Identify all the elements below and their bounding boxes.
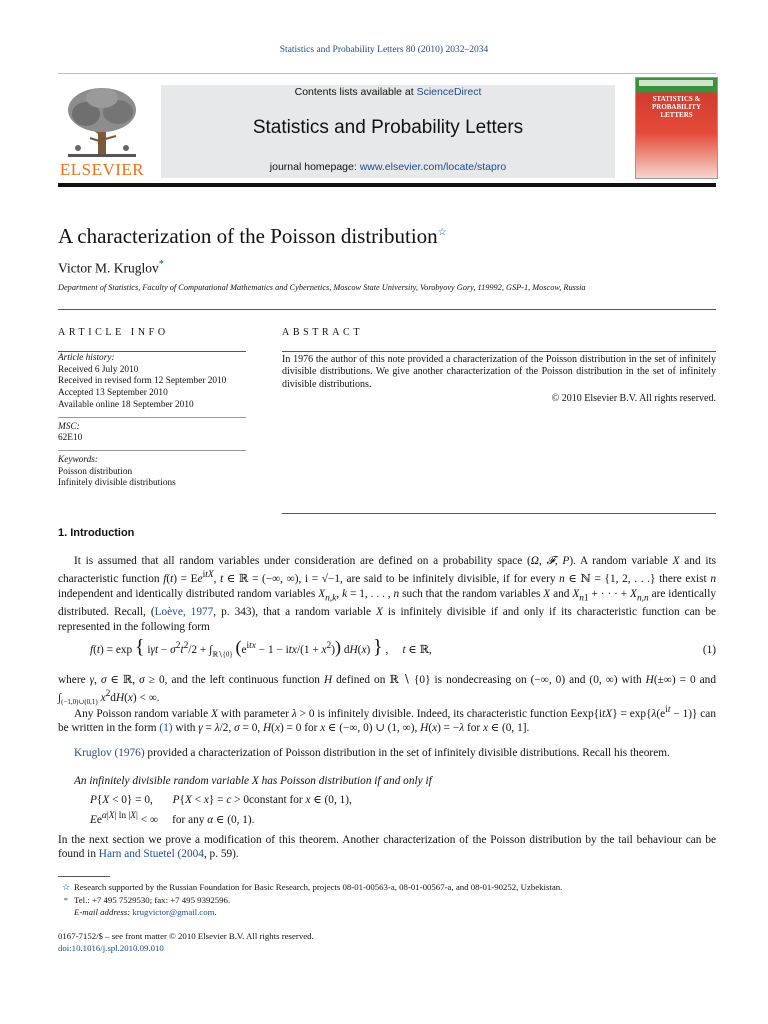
email-label: E-mail address: bbox=[74, 907, 131, 917]
abstract-bottom-rule bbox=[282, 513, 716, 514]
journal-citation[interactable]: Statistics and Probability Letters 80 (2010) 2032–2034 bbox=[279, 45, 489, 55]
keywords-label: Keywords: bbox=[58, 454, 98, 465]
author-line bbox=[58, 259, 164, 277]
citation-harn-year: (2004 bbox=[177, 848, 204, 861]
paragraph-kruglov-1976: Kruglov (1976) provided a characterization of Poisson distribution in the set of infinitely divisible distributions. Recall his theorem. bbox=[74, 747, 670, 759]
email-link[interactable]: krugvictor@gmail.com bbox=[132, 907, 215, 917]
footnote-mark-star: ☆ bbox=[62, 882, 70, 892]
keyword: Poisson distribution bbox=[58, 466, 133, 477]
paper-title bbox=[58, 224, 447, 249]
citation-harn[interactable] bbox=[99, 848, 204, 860]
top-divider bbox=[58, 73, 716, 74]
history-online: Available online 18 September 2010 bbox=[58, 399, 194, 410]
doi-link[interactable]: doi:10.1016/j.spl.2010.09.010 bbox=[58, 943, 164, 953]
info-divider bbox=[58, 450, 246, 451]
paragraph-equation-conditions: where γ, σ ∈ ℝ, σ ≥ 0, and the left continuous function H defined on ℝ ∖ {0} is nondecreasing on (−∞, 0) and (0, ∞) with H(±∞) = 0 and $\int_{(-1,0)\cup(0,1)}$ $x^2dH(x)$ < ∞. bbox=[58, 674, 716, 707]
article-info-heading: ARTICLE INFO bbox=[58, 327, 169, 338]
contents-prefix: Contents lists available at bbox=[294, 86, 417, 98]
elsevier-wordmark: ELSEVIER bbox=[59, 160, 145, 179]
msc-label: MSC: bbox=[58, 421, 80, 432]
cover-header-strip bbox=[639, 80, 713, 86]
history-revised: Received in revised form 12 September 2010 bbox=[58, 376, 227, 387]
citation-loeve[interactable]: Loève, 1977 bbox=[154, 606, 214, 619]
paper-title-text: A characterization of the Poisson distribution bbox=[58, 224, 438, 248]
author-name: Victor M. Kruglov bbox=[58, 260, 159, 276]
footnote-contact bbox=[58, 894, 716, 907]
info-divider bbox=[58, 417, 246, 418]
sciencedirect-link[interactable]: ScienceDirect bbox=[416, 86, 482, 98]
elsevier-logo[interactable] bbox=[58, 84, 146, 180]
msc-code: 62E10 bbox=[58, 433, 83, 444]
header-divider bbox=[58, 309, 716, 310]
homepage-line bbox=[161, 161, 615, 173]
footnote-mark-corresponding: * bbox=[63, 894, 69, 905]
journal-cover-thumbnail[interactable] bbox=[635, 77, 718, 179]
homepage-prefix: journal homepage: bbox=[269, 161, 360, 173]
history-accepted: Accepted 13 September 2010 bbox=[58, 388, 168, 399]
citation-kruglov[interactable]: Kruglov (1976) bbox=[74, 747, 145, 759]
footnotes bbox=[58, 881, 716, 919]
author-affiliation: Department of Statistics, Faculty of Computational Mathematics and Cybernetics, Moscow State University, Vorobyovy Gory, 119992, GSP-1, Moscow, Russia bbox=[58, 283, 586, 292]
footnote-funding bbox=[58, 881, 716, 894]
contents-line bbox=[161, 86, 615, 98]
cover-title: STATISTICS & PROBABILITY LETTERS bbox=[651, 95, 701, 119]
abstract-heading: ABSTRACT bbox=[282, 327, 364, 338]
abstract-text: In 1976 the author of this note provided a characterization of the Poisson distribution in the set of infinitely divisible distributions. We give another characterization of the Poisson distribution in the set of infinitely divisible distributions. bbox=[282, 354, 716, 390]
theorem-condition-1: P{X < 0} = 0, P{X < x} = c > 0constant for x ∈ (0, 1), bbox=[90, 794, 352, 806]
section-heading: 1. Introduction bbox=[58, 527, 135, 539]
homepage-link[interactable]: www.elsevier.com/locate/stapro bbox=[359, 161, 507, 173]
equation-ref[interactable]: (1) bbox=[159, 722, 173, 735]
citation-harn-page: , p. 59). bbox=[203, 848, 239, 861]
article-info-panel bbox=[58, 353, 248, 490]
history-label: Article history: bbox=[58, 353, 115, 363]
author-footnote-mark[interactable]: * bbox=[158, 259, 164, 270]
elsevier-tree-icon bbox=[64, 84, 140, 160]
theorem-statement: An infinitely divisible random variable X has Poisson distribution if and only if bbox=[74, 775, 432, 787]
equation-1-formula: f(t) = exp { $i\gamma t - \sigma^2t^2/2 + \int_{ℝ∖\{0\}}$ $(e^{itx} - 1 - itx/(1 + x^2))$ dH(x) } , t ∈ ℝ, bbox=[90, 636, 432, 659]
footnote-rule bbox=[58, 876, 110, 877]
funding-text: Research supported by the Russian Foundation for Basic Research, projects 08-01-00563-a, 08-01-00567-a, and 08-01-90252, Uzbekistan. bbox=[74, 882, 563, 892]
theorem-condition-2: $Ee^{\alpha|X| ln |X|}$ < ∞ for any α ∈ (0, 1). bbox=[90, 811, 255, 826]
front-matter bbox=[58, 930, 314, 954]
title-footnote-mark[interactable]: ☆ bbox=[437, 227, 447, 238]
equation-1 bbox=[58, 636, 716, 670]
masthead-rule bbox=[58, 183, 716, 187]
paragraph-poisson-example: Any Poisson random variable X with parameter λ > 0 is infinitely divisible. Indeed, its characteristic function $Eexp\{itX\} = \exp\{\lambda(e^{it} - 1)\}$ can be written in the form (1) with γ = λ/2, σ = 0, H(x) = 0 for x ∈ (−∞, 0) ∪ (1, ∞), H(x) = −λ for x ∈ (0, 1]. bbox=[58, 705, 716, 735]
keyword: Infinitely divisible distributions bbox=[58, 478, 176, 489]
equation-1-number: (1) bbox=[702, 644, 716, 656]
abstract-rule bbox=[282, 351, 716, 352]
paragraph-intro: It is assumed that all random variables under consideration are defined on a probability space (Ω, 𝓕, P). A random variable X and its characteristic function $f(t) = Ee^{itX}$, t ∈ ℝ = (−∞, ∞), i = √−1, are said to be infinitely divisible, if for every n ∈ ℕ = {1, 2, . . .} there exist n independent and identically distributed random variables $X_{n,k}$, k = 1, . . . , n such that the random variables X and $X_{n1}$ + · · · + $X_{n,n}$ are identically distributed. Recall, (Loève, 1977, p. 343), that a random variable X is infinitely divisible if and only if its characteristic function can be represented in the following form bbox=[58, 555, 716, 633]
contact-phone: Tel.: +7 495 7529530; fax: +7 495 9392596. bbox=[74, 894, 231, 905]
paragraph-next-section: In the next section we prove a modification of this theorem. Another characterization of the Poisson distribution by the tail behaviour can be found in Harn and Stuetel (2004, p. 59). bbox=[58, 834, 716, 861]
footnote-email: E-mail address: krugvictor@gmail.com. bbox=[74, 907, 217, 917]
article-info-rule bbox=[58, 351, 246, 352]
journal-title: Statistics and Probability Letters bbox=[252, 117, 524, 138]
citation-harn-authors: Harn and Stuetel bbox=[98, 848, 175, 861]
issn-line: 0167-7152/$ – see front matter © 2010 Elsevier B.V. All rights reserved. bbox=[58, 931, 314, 941]
abstract-copyright: © 2010 Elsevier B.V. All rights reserved. bbox=[551, 393, 716, 404]
history-received: Received 6 July 2010 bbox=[58, 364, 139, 375]
